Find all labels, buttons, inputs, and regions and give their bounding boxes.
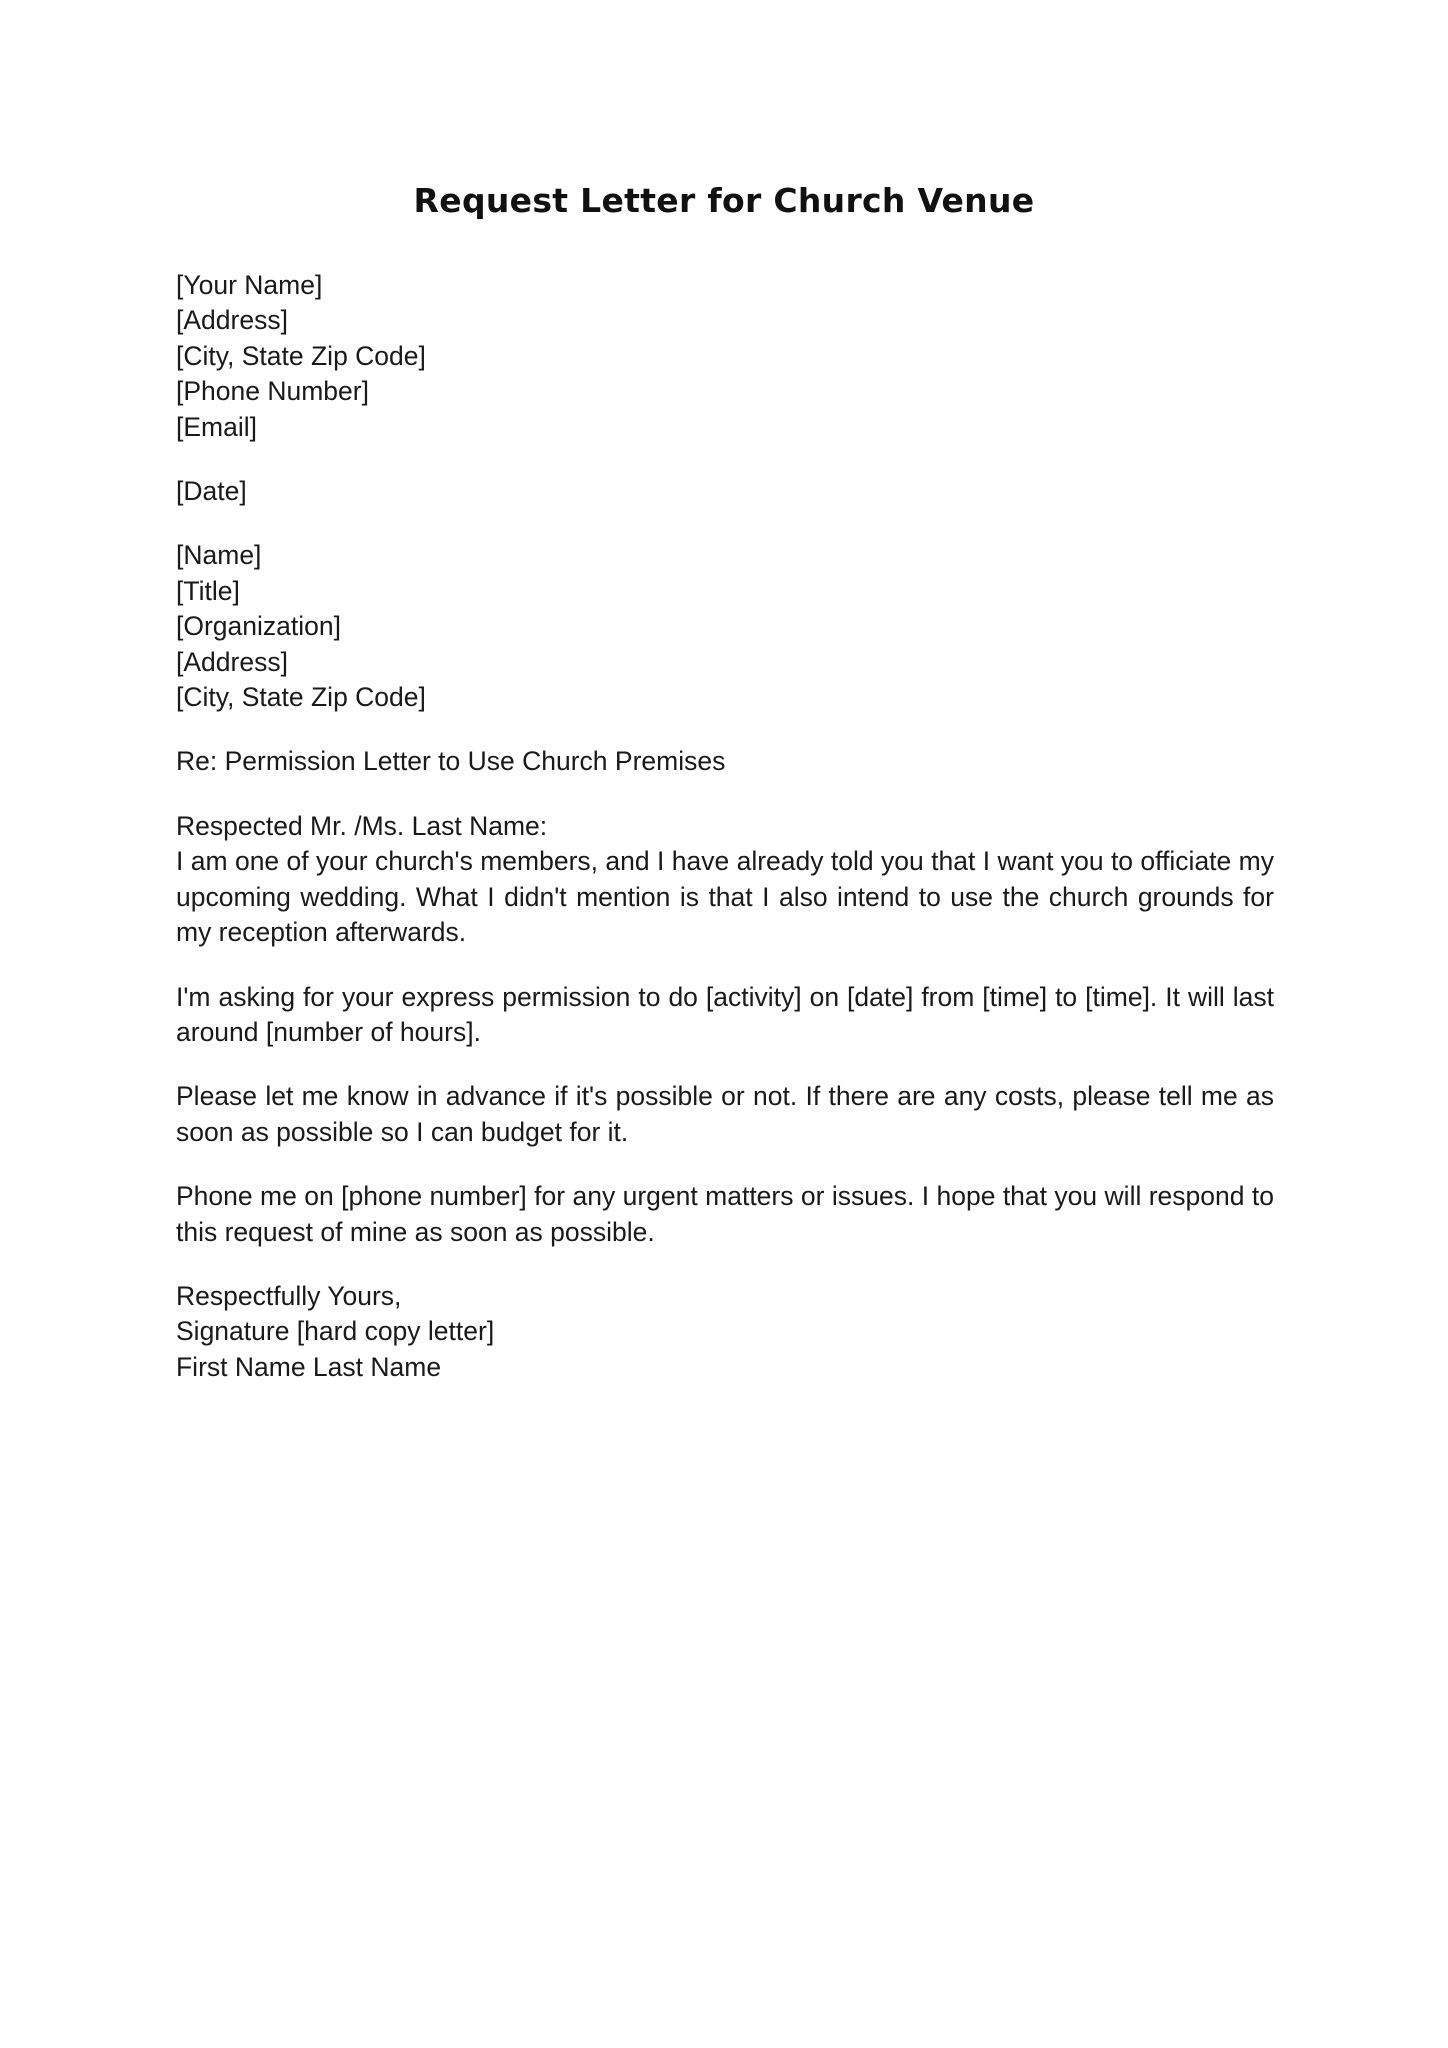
salutation: Respected Mr. /Ms. Last Name: <box>176 810 548 841</box>
sender-address-block <box>176 268 1274 445</box>
subject-line: Re: Permission Letter to Use Church Premises <box>176 746 726 777</box>
body-paragraph-block <box>176 1179 1274 1250</box>
sender-name: [Your Name] <box>176 270 323 300</box>
subject-block <box>176 744 1274 779</box>
recipient-address-block <box>176 538 1274 715</box>
body-paragraph-block <box>176 980 1274 1051</box>
salutation-block <box>176 809 1274 951</box>
letter-body <box>176 268 1274 1414</box>
body-paragraph: Phone me on [phone number] for any urgent matters or issues. I hope that you will respond to this request of mine as soon as possible. <box>176 1181 1274 1247</box>
signer-name: First Name Last Name <box>176 1351 442 1382</box>
recipient-address: [Address] <box>176 646 288 677</box>
sender-phone: [Phone Number] <box>176 376 369 407</box>
body-paragraph: I'm asking for your express permission to do [activity] on [date] from [time] to [time]. It will last around [number of hours]. <box>176 981 1274 1047</box>
recipient-title: [Title] <box>176 575 240 606</box>
recipient-name: [Name] <box>176 540 262 571</box>
recipient-organization: [Organization] <box>176 611 341 642</box>
letter-title: Request Letter for Church Venue <box>413 181 1035 220</box>
date-block <box>176 474 1274 509</box>
letter-date: [Date] <box>176 476 247 507</box>
closing-block <box>176 1279 1274 1385</box>
body-paragraph-block <box>176 1079 1274 1150</box>
sender-address: [Address] <box>176 305 288 336</box>
body-paragraph: Please let me know in advance if it's possible or not. If there are any costs, please tell me as soon as possible so I can budget for it. <box>176 1081 1274 1147</box>
signature-line: Signature [hard copy letter] <box>176 1316 495 1347</box>
body-paragraph: I am one of your church's members, and I have already told you that I want you to officiate my upcoming wedding. What I didn't mention is that I also intend to use the church grounds for my reception afterwards. <box>176 846 1274 948</box>
sender-email: [Email] <box>176 411 257 442</box>
recipient-city-state-zip: [City, State Zip Code] <box>176 682 426 713</box>
sender-city-state-zip: [City, State Zip Code] <box>176 340 426 371</box>
closing: Respectfully Yours, <box>176 1280 402 1311</box>
